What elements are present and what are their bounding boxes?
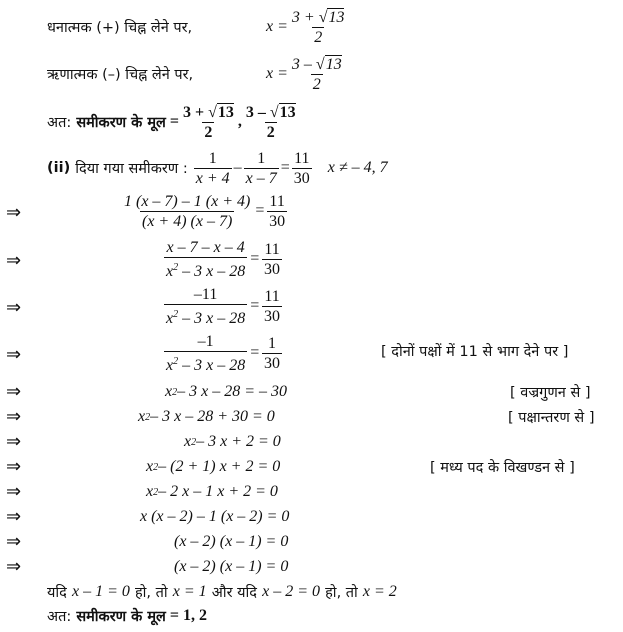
step-3-rhs (262, 288, 282, 325)
conclusion-line (47, 580, 397, 604)
eq-1: x – 1 = 0 (71, 583, 130, 600)
implies-arrow: ⇒ (6, 202, 22, 223)
part-ii-line (47, 147, 388, 189)
step-1 (120, 190, 289, 232)
den-var: x (166, 262, 174, 280)
numerator: 11 (264, 240, 280, 258)
positive-root-fraction: $\frac{3 + √13}{2}$ (291, 8, 345, 46)
numerator: –1 (197, 332, 214, 350)
var: x (165, 383, 173, 400)
implies-arrow: ⇒ (6, 381, 22, 402)
exponent: 2 (173, 261, 179, 273)
step-8 (146, 455, 280, 479)
expression: (x – 2) (x – 1) = 0 (174, 533, 289, 550)
eq-2: x – 2 = 0 (262, 583, 321, 600)
step-4 (162, 332, 284, 374)
rest: – 2 x – 1 x + 2 = 0 (158, 483, 278, 500)
implies-arrow: ⇒ (6, 297, 22, 318)
implies-arrow: ⇒ (6, 456, 22, 477)
step-6 (138, 405, 275, 429)
negative-root-expression (266, 52, 346, 96)
x-equals: x = (266, 65, 288, 82)
implies-arrow: ⇒ (6, 506, 22, 527)
equals-sign: = (280, 159, 290, 176)
minus-sign: – (233, 159, 242, 176)
equals-sign: = (249, 344, 261, 361)
rest: – 3 x – 28 + 30 = 0 (150, 408, 275, 425)
equals-sign: = (169, 113, 179, 130)
text-and-if: और यदि (211, 585, 258, 601)
roots-label: समीकरण के मूल (76, 115, 166, 131)
fraction-1 (194, 150, 232, 187)
numerator: –11 (193, 285, 218, 303)
part-label: (ii) (47, 160, 71, 176)
implies-arrow: ⇒ (6, 431, 22, 452)
exponent: 2 (153, 461, 159, 473)
exponent: 2 (173, 355, 179, 367)
condition: x ≠ – 4, 7 (327, 159, 388, 176)
den-var: x (166, 356, 174, 374)
final-roots-line (47, 604, 207, 628)
root-2: x = 2 (362, 583, 397, 600)
step-2-rhs (262, 241, 282, 278)
var: x (146, 483, 154, 500)
numerator: 11 (264, 287, 280, 305)
denominator: 30 (264, 354, 281, 372)
negative-sign-label: ऋणात्मक (–) चिह्न लेने पर, (47, 67, 194, 83)
exponent: 2 (172, 386, 178, 398)
numerator: 1 (268, 334, 277, 352)
implies-arrow: ⇒ (6, 406, 22, 427)
denominator: 2 (312, 75, 321, 93)
step-3-lhs (164, 286, 247, 327)
exponent: 2 (191, 436, 197, 448)
roots-label: समीकरण के मूल (76, 609, 166, 625)
num-part: 3 + (182, 103, 209, 121)
root-1-fraction: $\frac{3 + √13}{2}$ (182, 103, 234, 141)
numerator: 11 (269, 192, 285, 210)
denominator: (x + 4) (x – 7) (142, 212, 233, 230)
x-equals: x = (266, 18, 288, 35)
equals-sign: = (254, 202, 266, 219)
den-rest: – 3 x – 28 (178, 356, 246, 374)
denominator: 30 (264, 260, 281, 278)
denominator: 2 (266, 123, 275, 141)
expression: x (x – 2) – 1 (x – 2) = 0 (140, 508, 290, 525)
expression: (x – 2) (x – 1) = 0 (174, 558, 289, 575)
implies-arrow: ⇒ (6, 344, 22, 365)
denominator: 30 (293, 169, 310, 187)
denominator: x – 7 (245, 169, 277, 187)
sqrt-value: 13 (328, 8, 345, 26)
den-var: x (166, 309, 174, 327)
step-2-lhs (164, 239, 247, 280)
rest: – 3 x + 2 = 0 (196, 433, 281, 450)
roots-line-1 (47, 100, 300, 144)
therefore-text: अत: (47, 609, 72, 625)
step-12 (174, 555, 288, 579)
equals-sign: = (249, 250, 261, 267)
sqrt-value: 13 (325, 55, 342, 73)
rest: – 3 x – 28 = – 30 (177, 383, 288, 400)
text-then: हो, तो (134, 585, 168, 601)
roots-value: = 1, 2 (169, 607, 207, 624)
den-rest: – 3 x – 28 (178, 309, 246, 327)
step-6-note: [ पक्षान्तरण से ] (508, 410, 595, 426)
numerator: 11 (294, 149, 310, 167)
given-equation-text: दिया गया समीकरण : (75, 161, 188, 177)
numerator: 1 (x – 7) – 1 (x + 4) (124, 192, 251, 210)
denominator: 2 (204, 123, 213, 141)
therefore-text: अत: (47, 115, 72, 131)
positive-sign-label: धनात्मक (+) चिह्न लेने पर, (47, 20, 193, 36)
negative-sign-line (47, 52, 193, 96)
exponent: 2 (145, 411, 151, 423)
exponent: 2 (173, 308, 179, 320)
root-2-fraction: $\frac{3 - √13}{2}$ (245, 103, 296, 141)
rest: – (2 + 1) x + 2 = 0 (158, 458, 281, 475)
var: x (184, 433, 192, 450)
positive-sign-line (47, 5, 192, 49)
step-3 (162, 285, 284, 327)
var: x (138, 408, 146, 425)
step-1-lhs (122, 193, 252, 230)
step-4-rhs (262, 335, 282, 372)
step-5 (165, 380, 287, 404)
num-part: 3 – (245, 103, 270, 121)
step-9 (146, 480, 278, 504)
sqrt-value: 13 (217, 103, 234, 121)
denominator: 2 (314, 28, 323, 46)
step-11 (174, 530, 288, 554)
num-part: 3 – (291, 55, 316, 73)
numerator: 1 (257, 149, 266, 167)
exponent: 2 (153, 486, 159, 498)
sqrt-value: 13 (279, 103, 296, 121)
num-part: 3 + (291, 8, 319, 26)
step-5-note: [ वज्रगुणन से ] (510, 385, 591, 401)
denominator: 30 (269, 212, 286, 230)
den-rest: – 3 x – 28 (178, 262, 246, 280)
step-4-lhs (164, 333, 247, 374)
equals-sign: = (249, 297, 261, 314)
step-4-note: [ दोनों पक्षों में 11 से भाग देने पर ] (381, 344, 569, 360)
denominator: 30 (264, 307, 281, 325)
text-if: यदि (47, 585, 67, 601)
implies-arrow: ⇒ (6, 481, 22, 502)
text-then: हो, तो (325, 585, 358, 601)
negative-root-fraction: $\frac{3 - √13}{2}$ (291, 55, 342, 93)
step-2 (162, 238, 284, 280)
step-8-note: [ मध्य पद के विखण्डन से ] (430, 460, 575, 476)
var: x (146, 458, 154, 475)
numerator: 1 (208, 149, 217, 167)
step-1-rhs (267, 193, 287, 230)
numerator: x – 7 – x – 4 (166, 238, 245, 256)
step-7 (184, 430, 281, 454)
fraction-2 (244, 150, 279, 187)
denominator: x + 4 (195, 169, 230, 187)
root-1: x = 1 (172, 583, 207, 600)
implies-arrow: ⇒ (6, 531, 22, 552)
implies-arrow: ⇒ (6, 556, 22, 577)
implies-arrow: ⇒ (6, 250, 22, 271)
rhs-fraction (292, 150, 312, 187)
comma: , (237, 113, 242, 130)
positive-root-expression (266, 5, 348, 49)
step-10 (140, 505, 289, 529)
